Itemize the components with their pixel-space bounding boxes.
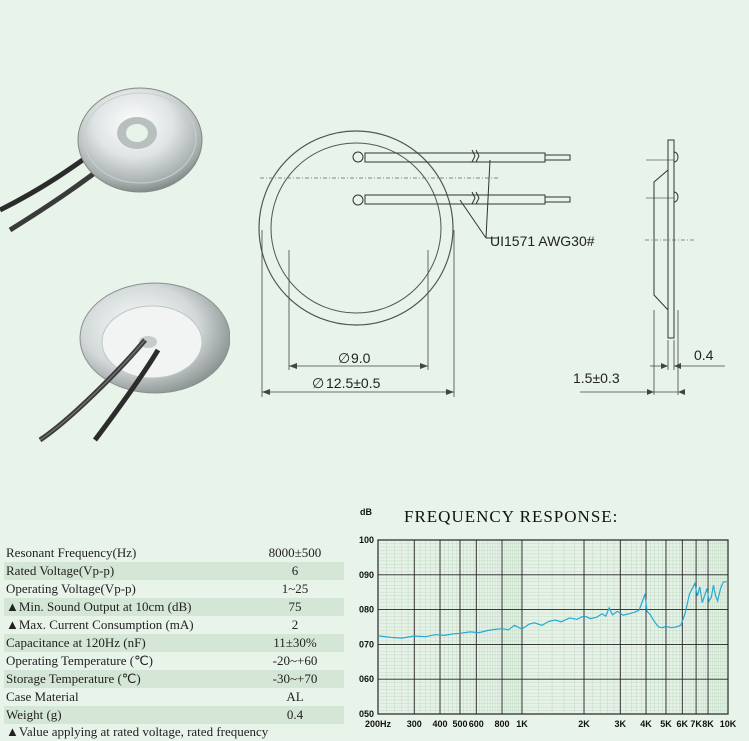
x-tick-label: 6K <box>676 719 689 729</box>
spec-label: Weight (g) <box>6 707 62 722</box>
spec-row <box>4 706 344 724</box>
spec-value: 0.4 <box>286 707 304 722</box>
chart-y-unit: dB <box>360 507 372 517</box>
y-tick-label: 070 <box>358 639 374 650</box>
spec-row <box>4 562 344 580</box>
specs-footnote: ▲Value applying at rated voltage, rated frequency <box>6 724 269 739</box>
height-label: 1.5±0.3 <box>573 370 620 386</box>
y-tick-label: 050 <box>358 709 374 719</box>
frequency-response-chart <box>350 530 749 741</box>
spec-row <box>4 616 344 634</box>
x-tick-label: 3K <box>614 719 627 729</box>
buzzer-photo <box>0 20 230 450</box>
spec-label: Case Material <box>6 689 79 704</box>
spec-label: Resonant Frequency(Hz) <box>6 545 137 560</box>
spec-row <box>4 598 344 616</box>
x-tick-label: 600 <box>468 719 484 729</box>
x-tick-label: 8K <box>702 719 714 729</box>
chart-svg <box>350 530 749 741</box>
spec-label: Operating Temperature (℃) <box>6 653 153 668</box>
x-tick-label: 2K <box>578 719 590 729</box>
spec-row <box>4 670 344 688</box>
x-tick-label: 200Hz <box>364 719 392 729</box>
outer-circle <box>259 131 453 325</box>
spec-label: Operating Voltage(Vp-p) <box>6 581 136 596</box>
x-tick-label: 10K <box>719 719 737 729</box>
y-tick-label: 080 <box>358 604 374 615</box>
dimension-drawing <box>250 120 749 410</box>
y-tick-label: 100 <box>358 535 374 545</box>
spec-row <box>4 544 344 562</box>
x-tick-label: 300 <box>406 719 422 729</box>
outer-diameter-label: 12.5±0.5 <box>326 375 381 391</box>
y-tick-label: 090 <box>358 569 374 580</box>
spec-label: Storage Temperature (℃) <box>6 671 141 686</box>
wire-label: UI1571 AWG30# <box>490 233 595 249</box>
x-tick-label: 1K <box>516 719 528 729</box>
mechanical-drawing <box>250 120 749 410</box>
x-tick-label: 7K <box>690 719 702 729</box>
product-photos <box>0 20 230 450</box>
chart-title: FREQUENCY RESPONSE: <box>404 507 619 526</box>
outer-diameter-symbol: ∅ <box>312 375 325 391</box>
inner-circle <box>271 143 441 313</box>
x-tick-label: 500 <box>452 719 468 729</box>
inner-diameter-label: 9.0 <box>351 350 371 366</box>
spec-value: 75 <box>288 599 302 614</box>
spec-label: ▲Min. Sound Output at 10cm (dB) <box>6 599 192 614</box>
spec-row <box>4 688 344 706</box>
plate-thickness-label: 0.4 <box>694 347 714 363</box>
x-tick-label: 5K <box>660 719 672 729</box>
y-tick-label: 060 <box>358 674 374 685</box>
spec-value: 6 <box>291 563 299 578</box>
spec-value: 1~25 <box>281 581 309 596</box>
inner-diameter-symbol: ∅ <box>338 350 351 366</box>
spec-label: Rated Voltage(Vp-p) <box>6 563 115 578</box>
spec-value: 2 <box>291 617 299 632</box>
spec-value: AL <box>286 689 304 704</box>
spec-value: 11±30% <box>273 635 317 650</box>
spec-value: 8000±500 <box>268 545 322 560</box>
spec-value: -20~+60 <box>272 653 318 668</box>
spec-row <box>4 634 344 652</box>
spec-value: -30~+70 <box>272 671 318 686</box>
spec-label: ▲Max. Current Consumption (mA) <box>6 617 194 632</box>
spec-label: Capacitance at 120Hz (nF) <box>6 635 146 650</box>
x-tick-label: 400 <box>432 719 448 729</box>
x-tick-label: 4K <box>640 719 652 729</box>
x-tick-label: 800 <box>494 719 510 729</box>
spec-row <box>4 652 344 670</box>
spec-row <box>4 580 344 598</box>
specs-table <box>4 544 344 724</box>
